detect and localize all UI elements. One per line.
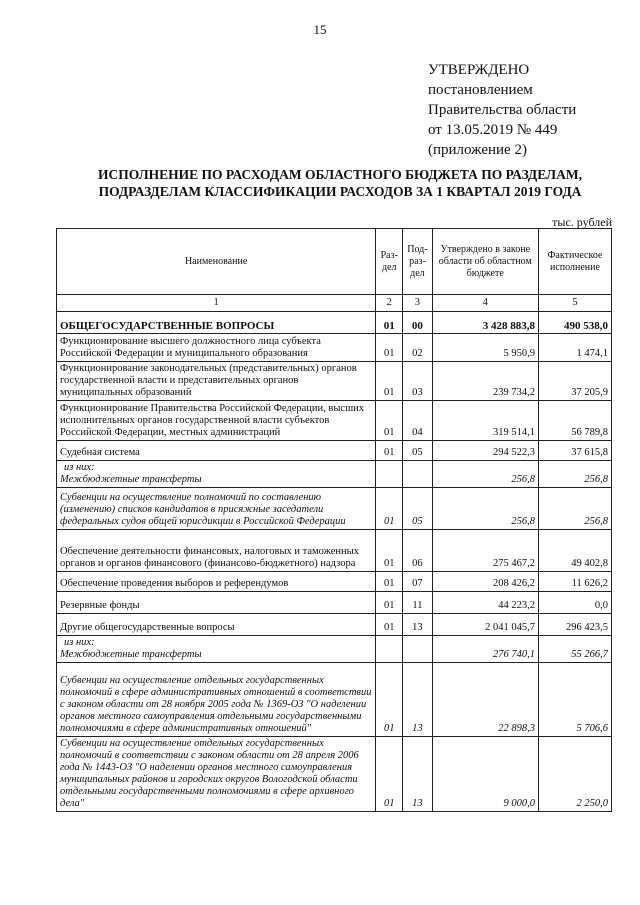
row-podrazdel (403, 636, 432, 663)
row-razdel: 01 (376, 614, 403, 636)
header-actual: Фактическое исполнение (538, 229, 611, 295)
row-name-cell (57, 461, 376, 488)
budget-table (56, 228, 612, 812)
row-razdel: 01 (376, 401, 403, 441)
row-name: Функционирование высшего должностного лица субъекта Российской Федерации и муниципального образования (60, 336, 321, 359)
row-approved: 22 898,3 (432, 663, 538, 737)
row-name-cell (57, 334, 376, 362)
row-podrazdel (403, 461, 432, 488)
title-line-1: ИСПОЛНЕНИЕ ПО РАСХОДАМ ОБЛАСТНОГО БЮДЖЕТА ПО РАЗДЕЛАМ, (98, 167, 582, 182)
row-name-cell (57, 614, 376, 636)
row-razdel: 01 (376, 441, 403, 461)
header-approved: Утверждено в законе области об областном бюджете (432, 229, 538, 295)
row-name-cell (57, 530, 376, 572)
row-name-cell (57, 592, 376, 614)
row-name-cell (57, 488, 376, 530)
table-row (57, 312, 612, 334)
row-actual: 256,8 (538, 461, 611, 488)
row-podrazdel: 03 (403, 362, 432, 401)
row-razdel: 01 (376, 362, 403, 401)
row-approved: 208 426,2 (432, 572, 538, 592)
row-actual: 55 266,7 (538, 636, 611, 663)
header-name: Наименование (57, 229, 376, 295)
row-name: Функционирование законодательных (представительных) органов государственной власти и представительных органов муниципальных образований (60, 363, 357, 398)
table-row (57, 614, 612, 636)
header-podrazdel: Под-раз-дел (403, 229, 432, 295)
row-podrazdel: 07 (403, 572, 432, 592)
table-row (57, 737, 612, 812)
units-label: тыс. рублей (552, 215, 612, 229)
row-actual: 2 250,0 (538, 737, 611, 812)
row-podrazdel: 02 (403, 334, 432, 362)
row-name-cell (57, 312, 376, 334)
row-razdel: 01 (376, 530, 403, 572)
row-podrazdel: 00 (403, 312, 432, 334)
table-row (57, 334, 612, 362)
row-approved: 256,8 (432, 461, 538, 488)
table-row (57, 572, 612, 592)
row-razdel (376, 461, 403, 488)
table-row (57, 461, 612, 488)
index-cell: 4 (432, 295, 538, 312)
row-podrazdel: 13 (403, 663, 432, 737)
row-approved: 275 467,2 (432, 530, 538, 572)
row-approved: 294 522,3 (432, 441, 538, 461)
row-approved: 256,8 (432, 488, 538, 530)
row-name: Субвенции на осуществление отдельных государственных полномочий в соответствии с законом области от 28 апреля 2006 года № 1443-ОЗ "О наделении органов местного самоуправления муниципальных районов и городских округов Вологодской области отдельными государственными полномочиями в сфере архивного дела" (60, 738, 359, 809)
row-name: Резервные фонды (60, 600, 140, 611)
row-actual: 49 402,8 (538, 530, 611, 572)
row-prefix: из них: (64, 462, 95, 473)
approval-line-4: от 13.05.2019 № 449 (428, 122, 558, 138)
row-podrazdel: 13 (403, 614, 432, 636)
row-name: Межбюджетные трансферты (60, 474, 202, 485)
row-approved: 2 041 045,7 (432, 614, 538, 636)
row-razdel: 01 (376, 488, 403, 530)
index-cell: 2 (376, 295, 403, 312)
row-approved: 276 740,1 (432, 636, 538, 663)
approval-line-2: постановлением (428, 82, 533, 98)
row-name-cell (57, 636, 376, 663)
row-name: Функционирование Правительства Российской Федерации, высших исполнительных органов государственной власти субъектов Российской Федерации, местных администраций (60, 403, 365, 438)
row-name-cell (57, 401, 376, 441)
row-approved: 3 428 883,8 (432, 312, 538, 334)
row-actual: 56 789,8 (538, 401, 611, 441)
row-name-cell (57, 572, 376, 592)
table-row (57, 401, 612, 441)
row-name: Обеспечение деятельности финансовых, налоговых и таможенных органов и органов финансового (финансово-бюджетного) надзора (60, 546, 359, 569)
row-name-cell (57, 362, 376, 401)
row-podrazdel: 06 (403, 530, 432, 572)
row-razdel: 01 (376, 312, 403, 334)
approval-line-5: (приложение 2) (428, 142, 527, 158)
approval-line-3: Правительства области (428, 102, 577, 118)
row-actual: 1 474,1 (538, 334, 611, 362)
row-name-cell (57, 663, 376, 737)
row-razdel: 01 (376, 592, 403, 614)
row-actual: 490 538,0 (538, 312, 611, 334)
table-row (57, 362, 612, 401)
row-approved: 9 000,0 (432, 737, 538, 812)
index-row (57, 295, 612, 312)
index-cell: 3 (403, 295, 432, 312)
document-title (60, 166, 620, 200)
row-name-cell (57, 441, 376, 461)
approval-line-1: УТВЕРЖДЕНО (428, 62, 530, 78)
row-actual: 37 205,9 (538, 362, 611, 401)
row-razdel: 01 (376, 737, 403, 812)
row-approved: 44 223,2 (432, 592, 538, 614)
index-cell: 1 (57, 295, 376, 312)
table-row (57, 636, 612, 663)
row-actual: 11 626,2 (538, 572, 611, 592)
row-prefix: из них: (64, 637, 95, 648)
row-actual: 0,0 (538, 592, 611, 614)
row-name: Субвенции на осуществление полномочий по составлению (изменению) списков кандидатов в присяжные заседатели федеральных судов общей юрисдикции в Российской Федерации (60, 492, 346, 527)
index-cell: 5 (538, 295, 611, 312)
table-row (57, 592, 612, 614)
approval-stamp (428, 60, 628, 160)
row-approved: 5 950,9 (432, 334, 538, 362)
table-row (57, 488, 612, 530)
row-podrazdel: 04 (403, 401, 432, 441)
row-podrazdel: 13 (403, 737, 432, 812)
row-name: Судебная система (60, 447, 140, 458)
row-approved: 319 514,1 (432, 401, 538, 441)
row-razdel: 01 (376, 334, 403, 362)
row-name: Межбюджетные трансферты (60, 649, 202, 660)
row-name-cell (57, 737, 376, 812)
row-actual: 5 706,6 (538, 663, 611, 737)
table-row (57, 530, 612, 572)
row-approved: 239 734,2 (432, 362, 538, 401)
row-podrazdel: 11 (403, 592, 432, 614)
table-body (57, 295, 612, 812)
table-header-row (57, 229, 612, 295)
row-razdel (376, 636, 403, 663)
table-row (57, 441, 612, 461)
page-number: 15 (313, 22, 327, 37)
row-actual: 296 423,5 (538, 614, 611, 636)
row-razdel: 01 (376, 572, 403, 592)
table-row (57, 663, 612, 737)
row-name: Обеспечение проведения выборов и референдумов (60, 578, 289, 589)
row-podrazdel: 05 (403, 441, 432, 461)
row-name: ОБЩЕГОСУДАРСТВЕННЫЕ ВОПРОСЫ (60, 320, 275, 332)
title-line-2: ПОДРАЗДЕЛАМ КЛАССИФИКАЦИИ РАСХОДОВ ЗА 1 КВАРТАЛ 2019 ГОДА (98, 184, 582, 199)
header-razdel: Раз-дел (376, 229, 403, 295)
row-razdel: 01 (376, 663, 403, 737)
row-name: Субвенции на осуществление отдельных государственных полномочий в сфере административных отношений в соответствии с законом области от 28 ноября 2005 года № 1369-ОЗ "О наделении органов местного самоуправления отдельными государственными полномочиями в сфере административных отношений" (60, 675, 372, 734)
row-podrazdel: 05 (403, 488, 432, 530)
row-actual: 256,8 (538, 488, 611, 530)
row-actual: 37 615,8 (538, 441, 611, 461)
row-name: Другие общегосударственные вопросы (60, 622, 235, 633)
